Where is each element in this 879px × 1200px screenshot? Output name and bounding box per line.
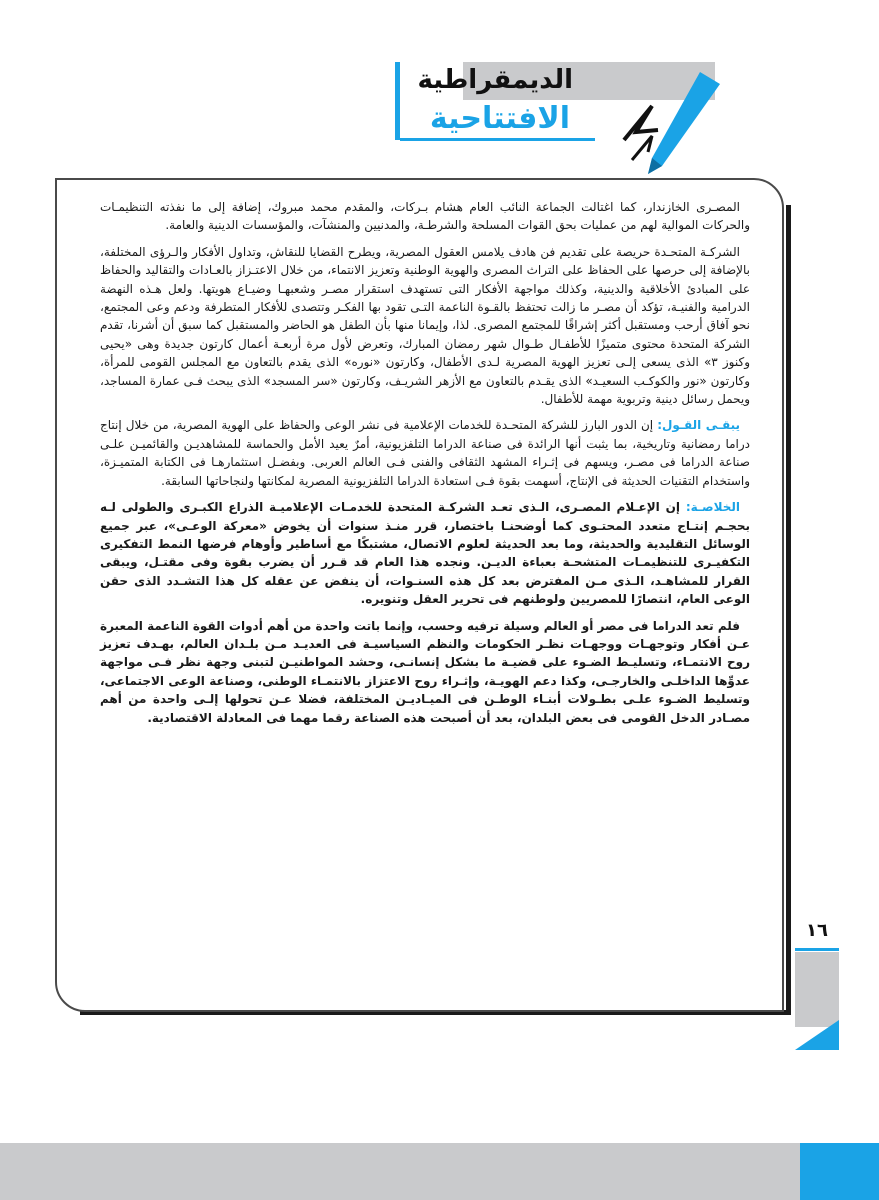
article-body: [100, 198, 750, 735]
paragraph-4-lead: الخلاصـة:: [685, 500, 740, 515]
page-number-underline: [795, 948, 839, 951]
paragraph-4-text: إن الإعـلام المصـرى، الـذى تعـد الشركـة المتحدة للخدمـات الإعلاميـة الذراع الكبـرى والطولى لـه بحجـم إنتـاج متعدد المحتـوى كما أوضحنـا باختصار، قرر منـذ سنوات أن يخوض «معركة الوعـى»، عبر جميع الوسائل التقليدية والحديثة، وما بعد الحديثة لعلوم الاتصال، مشتبكًا مع أساطير وأوهام فرضها النمط التفكيرى التكفيـرى للتنظيمـات المتشحـة بعباءة الديـن. ونجده هذا العام قد قـرر أن يضرب بقوة وفى مقتـل، ويبقى القرار للمشاهـد، الـذى مـن المفترض بعد كل هذه السنـوات، أن ينفض عن عقله كل هذا التشـدد الذى حقن الوعى العام، انتصارًا للمصريين ولوطنهم فى تحرير العقل وتنويره.: [100, 500, 750, 607]
paragraph-5: فلم تعد الدراما فى مصر أو العالم وسيلة ترفيه وحسب، وإنما باتت واحدة من أهم أدوات القوة الناعمة المعبرة عـن أفكار وتوجهـات ووجهـات نظـر الحكومات والنظم السياسيـة فى العديـد مـن بلـدان العالم، بهـدف تعزيز روح الانتمـاء، وتسليـط الضـوء على قضيـة ما بشكل إنسانـى، وحشد المواطنيـن لتبنى وجهة نظر فـى مواجهة عدوِّها الداخلـى والخارجـى، وكذا دعم الهويـة، وإثـراء روح الاعتزاز بالانتمـاء الوطنى، وصناعة الوعى الاجتماعى، وتسليط الضـوء علـى بطـولات أبنـاء الوطـن فى الميـاديـن المختلفة، فضلا عـن تحولها إلـى واحدة من أهم مصـادر الدخل القومى فى بعض البلدان، بعد أن أصبحت هذه الصناعة رقما مهما فى المعادلة الاقتصادية.: [100, 618, 750, 725]
paragraph-1: المصـرى الخازندار، كما اغتالت الجماعة النائب العام هشام بـركات، والمقدم محمد مبروك، إضافة إلى ما نفذته التنظيمـات والحركات الموالية لهم من عمليات بحق القوات المسلحة والشرطـة، والمدنيين والمنشآت، والمؤسسات الدينية والعامة.: [100, 200, 750, 233]
paragraph-4: [100, 498, 750, 608]
paragraph-3: [100, 416, 750, 490]
right-gray-bar: [795, 952, 839, 1027]
magazine-name: الديمقراطية: [417, 65, 573, 95]
section-title: الافتتاحية: [429, 101, 570, 136]
paragraph-3-lead: يبقـى القـول:: [657, 418, 740, 433]
paragraph-3-text: إن الدور البارز للشركة المتحـدة للخدمات الإعلامية فى نشر الوعى والحفاظ على الهوية المصرية، من خلال إنتاج دراما رمضانية وتاريخية، بما يثبت أنها الرائدة فى صناعة الدراما التلفزيونية، أمرٌ يعيد الأمل والحماسة للمشاهديـن والقائميـن علـى صناعة الدراما فى مصـر، ويسهم فى إثـراء المشهد الثقافى والفنى فـى العالم العربى. وبفضـل استثمارهـا فى الكتابة المتميـزة، واستخدام التقنيات الحديثة فى الإنتاج، أسهمت بقوة فـى استعادة الدراما التلفزيونية المصرية لمكانتها ولنجاحاتها السابقة.: [100, 418, 750, 488]
footer-gray-bar: [0, 1143, 800, 1200]
paragraph-2: الشركـة المتحـدة حريصة على تقديم فن هادف يلامس العقول المصرية، ويطرح القضايا للنقاش، وتداول الأفكار والـرؤى المختلفة، بالإضافة إلى حرصها على الحفاظ على التراث المصرى والهوية الوطنية وتعزيز الانتماء، من خلال الاعتـزاز بالعـادات والتقاليد والحفاظ على المبادئ الأخلاقية والدينية، وكذلك مواجهة الأفكار التى تستهدف استقرار مصـر وشعبهـا وضيـاع هويتها. ولعل هـذه النهضة الدرامية والفنيـة، تؤكد أن مصـر ما زالت تحتفظ بالقـوة الناعمة التـى تقود بها الفكـر وتتصدى للأفكار المتطرفة ودعم وعى المجتمع، نحو آفاق أرحب ومستقبل أكثر إشراقًا للمجتمع المصرى. لذا، وإيمانا منها بأن الطفل هو الحاضر والمستقبل كما سبق أن أشرنا، تقدم الشركة المتحدة محتوى متميزًا للأطفـال طـوال شهر رمضان المبارك، وتعرض لأول مرة أربعـة أعمال كارتون جديدة وهى «يحيى وكنوز ٣» الذى يسعى إلـى تعزيز الهوية المصرية لـدى الأطفال، وكارتون «نوره» الذى يقدم بالتعاون مع المجلس القومى للمرأة، وكارتون «نور والكوكـب السعيـد» الذى يقـدم بالتعاون مع الأزهر الشريـف، وكارتون «سر المسجد» الذى يبحث فـى عمارة المساجد، ويحمل رسائل دينية وتربوية مهمة للأطفال.: [100, 244, 751, 407]
frame-shadow-right: [786, 205, 791, 1015]
right-blue-corner: [795, 1020, 839, 1050]
footer-blue-block: [800, 1143, 879, 1200]
page-number: ١٦: [806, 920, 828, 941]
pen-nib-icon: [622, 70, 722, 182]
